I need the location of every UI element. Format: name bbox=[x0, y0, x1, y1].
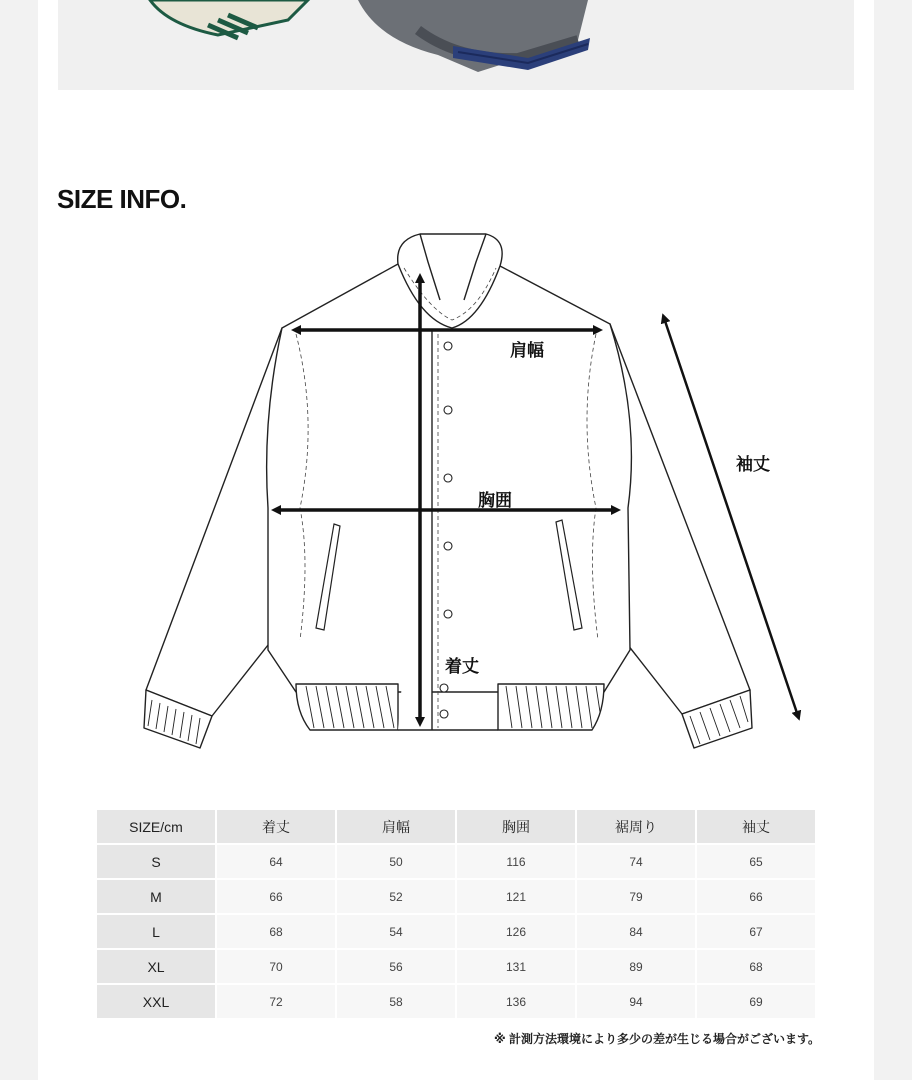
value-cell: 94 bbox=[577, 985, 695, 1018]
value-cell: 131 bbox=[457, 950, 575, 983]
size-cell: S bbox=[97, 845, 215, 878]
value-cell: 52 bbox=[337, 880, 455, 913]
table-header-hem: 裾周り bbox=[577, 810, 695, 843]
measurement-note: ※ 計測方法環境により多少の差が生じる場合がございます。 bbox=[493, 1032, 820, 1046]
table-header-sleeve: 袖丈 bbox=[697, 810, 815, 843]
value-cell: 116 bbox=[457, 845, 575, 878]
value-cell: 121 bbox=[457, 880, 575, 913]
table-row bbox=[97, 985, 815, 1018]
table-header-shoulder: 肩幅 bbox=[337, 810, 455, 843]
value-cell: 58 bbox=[337, 985, 455, 1018]
table-header-chest: 胸囲 bbox=[457, 810, 575, 843]
sleeve-label: 袖丈 bbox=[736, 455, 770, 474]
value-cell: 69 bbox=[697, 985, 815, 1018]
value-cell: 70 bbox=[217, 950, 335, 983]
value-cell: 64 bbox=[217, 845, 335, 878]
value-cell: 126 bbox=[457, 915, 575, 948]
size-cell: XXL bbox=[97, 985, 215, 1018]
size-cell: L bbox=[97, 915, 215, 948]
value-cell: 54 bbox=[337, 915, 455, 948]
size-table bbox=[95, 808, 817, 1020]
length-label: 着丈 bbox=[445, 657, 479, 676]
chest-label: 胸囲 bbox=[478, 491, 512, 510]
value-cell: 68 bbox=[217, 915, 335, 948]
size-cell: XL bbox=[97, 950, 215, 983]
value-cell: 74 bbox=[577, 845, 695, 878]
value-cell: 66 bbox=[697, 880, 815, 913]
size-cell: M bbox=[97, 880, 215, 913]
table-row bbox=[97, 950, 815, 983]
table-header-row bbox=[97, 810, 815, 843]
shoulder-label: 肩幅 bbox=[510, 341, 544, 360]
table-row bbox=[97, 845, 815, 878]
value-cell: 136 bbox=[457, 985, 575, 1018]
value-cell: 50 bbox=[337, 845, 455, 878]
value-cell: 65 bbox=[697, 845, 815, 878]
value-cell: 89 bbox=[577, 950, 695, 983]
table-header-size: SIZE/cm bbox=[97, 810, 215, 843]
table-header-length: 着丈 bbox=[217, 810, 335, 843]
value-cell: 67 bbox=[697, 915, 815, 948]
size-info-heading: SIZE INFO. bbox=[57, 184, 187, 214]
value-cell: 79 bbox=[577, 880, 695, 913]
value-cell: 68 bbox=[697, 950, 815, 983]
table-row bbox=[97, 880, 815, 913]
value-cell: 84 bbox=[577, 915, 695, 948]
table-row bbox=[97, 915, 815, 948]
value-cell: 72 bbox=[217, 985, 335, 1018]
value-cell: 66 bbox=[217, 880, 335, 913]
value-cell: 56 bbox=[337, 950, 455, 983]
